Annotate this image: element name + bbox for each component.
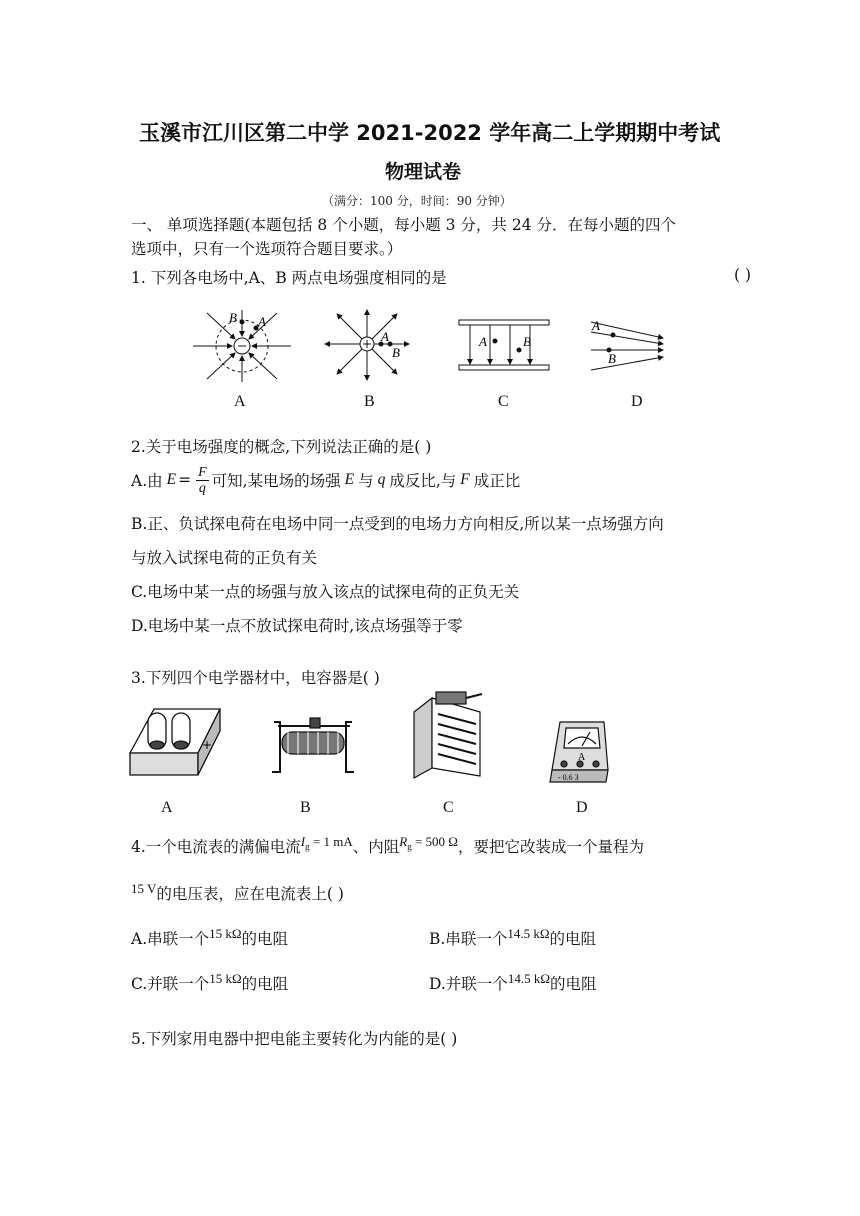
q4-option-a-value: 15 kΩ [209, 926, 242, 941]
q4-text-c: ，要把它改装成一个量程为 [457, 838, 644, 856]
q2-option-a-prefix: A.由 [131, 472, 163, 490]
q2-option-a-equals: = [178, 471, 192, 489]
q2-option-b-line1[interactable]: B.正、负试探电荷在电场中同一点受到的电场力方向相反,所以某一点场强方向 [131, 515, 664, 533]
q3-figure-label-d: D [576, 799, 588, 816]
figure-d-converging-lines [591, 322, 663, 370]
q3-figure-label-c: C [443, 799, 454, 816]
figure-a-negative-charge [193, 310, 291, 382]
figure-c-point-a-label: A [479, 334, 487, 349]
q2-option-a-text-3: 成反比,与 [389, 472, 457, 490]
q3-figure-label-a: A [161, 799, 173, 816]
fraction-numerator: F [198, 464, 207, 480]
q1-figure-label-c: C [498, 393, 509, 410]
q4-option-c-value: 15 kΩ [209, 971, 242, 986]
q4-option-a[interactable] [131, 926, 288, 949]
q3-figure-label-b: B [300, 799, 311, 816]
ammeter-letter: A [578, 752, 586, 763]
q1-answer-bracket: ( ) [734, 266, 752, 284]
figure-d-point-a-label: A [592, 318, 600, 333]
figure-b-point-a-label: A [381, 329, 389, 344]
q2-option-b-line2: 与放入试探电荷的正负有关 [131, 549, 318, 567]
q2-option-a-e-symbol-2: E [344, 471, 355, 488]
rg-symbol: R [399, 834, 408, 849]
figure-c-point-b-label: B [523, 334, 531, 349]
section-heading-line1: 一、 单项选择题(本题包括 8 个小题，每小题 3 分，共 24 分．在每小题的四个 [131, 216, 676, 234]
q4-ig-formula [300, 834, 353, 852]
q4-rg-formula [399, 834, 458, 852]
q2-option-a-f-symbol: F [460, 471, 470, 488]
q2-stem: 2.关于电场强度的概念,下列说法正确的是( ) [131, 438, 432, 456]
q5-stem: 5.下列家用电器中把电能主要转化为内能的是( ) [131, 1030, 458, 1048]
ig-value: = 1 mA [309, 834, 353, 849]
figure-a-point-b-label: B [229, 310, 237, 325]
q2-option-d[interactable]: D.电场中某一点不放试探电荷时,该点场强等于零 [131, 617, 463, 635]
q2-option-a-q-symbol: q [377, 471, 386, 488]
q2-option-a-fraction [196, 465, 209, 496]
q3-device-a [128, 705, 224, 781]
q4-line1 [131, 834, 644, 857]
q2-option-c[interactable]: C.电场中某一点的场强与放入该点的试探电荷的正负无关 [131, 583, 520, 601]
q4-option-d-prefix: D.并联一个 [429, 975, 508, 993]
ammeter-scale: - 0.6 3 [558, 773, 579, 782]
q4-option-b[interactable] [429, 926, 596, 949]
page-title: 玉溪市江川区第二中学 2021-2022 学年高二上学期期中考试 [139, 121, 721, 145]
ig-symbol: I [300, 834, 306, 849]
q2-option-a-text-2: 与 [358, 472, 374, 490]
figure-c-parallel-plates [459, 320, 549, 370]
q4-text-b: 、内阻 [352, 838, 400, 856]
q4-range-value: 15 V [131, 881, 157, 896]
q2-option-a[interactable] [131, 463, 520, 497]
q4-option-a-suffix: 的电阻 [241, 930, 289, 948]
svg-text:+: + [202, 738, 213, 752]
q2-option-a-e-symbol: E [166, 471, 177, 488]
q4-line2 [131, 881, 344, 904]
q1-field-figures [185, 308, 705, 398]
page-subtitle: 物理试卷 [385, 161, 462, 183]
q4-option-d[interactable] [429, 971, 597, 994]
q4-option-b-suffix: 的电阻 [549, 930, 597, 948]
q1-figure-label-a: A [234, 393, 246, 410]
q4-option-d-suffix: 的电阻 [549, 975, 597, 993]
q4-option-d-value: 14.5 kΩ [507, 971, 550, 986]
q3-device-b [268, 712, 358, 778]
q1-stem: 1. 下列各电场中,A、B 两点电场强度相同的是 [131, 269, 447, 287]
rg-subscript: g [407, 841, 412, 852]
q4-option-a-prefix: A.串联一个 [131, 930, 210, 948]
q4-text-a: 4.一个电流表的满偏电流 [131, 838, 301, 856]
q2-option-a-text: 可知,某电场的场强 [211, 472, 341, 490]
q3-device-c [410, 690, 490, 782]
section-heading-line2: 选项中，只有一个选项符合题目要求。） [131, 240, 403, 258]
q3-stem: 3.下列四个电学器材中，电容器是( ) [131, 669, 380, 687]
q4-option-b-prefix: B.串联一个 [429, 930, 508, 948]
fraction-denominator: q [198, 480, 206, 496]
ig-subscript: g [305, 841, 310, 852]
rg-value: = 500 Ω [411, 834, 458, 849]
q1-figure-label-d: D [631, 393, 643, 410]
figure-a-point-a-label: A [258, 314, 266, 329]
q3-device-d [548, 720, 610, 786]
figure-b-point-b-label: B [392, 345, 400, 360]
q4-text-d: 的电压表，应在电流表上( ) [156, 885, 344, 903]
q4-option-c-suffix: 的电阻 [241, 975, 289, 993]
q4-option-c-prefix: C.并联一个 [131, 975, 210, 993]
q4-option-b-value: 14.5 kΩ [507, 926, 550, 941]
q1-figure-label-b: B [364, 393, 375, 410]
q2-option-a-text-4: 成正比 [473, 472, 521, 490]
q4-option-c[interactable] [131, 971, 288, 994]
exam-meta: （满分：100 分，时间：90 分钟） [322, 194, 512, 208]
figure-d-point-b-label: B [608, 351, 616, 366]
